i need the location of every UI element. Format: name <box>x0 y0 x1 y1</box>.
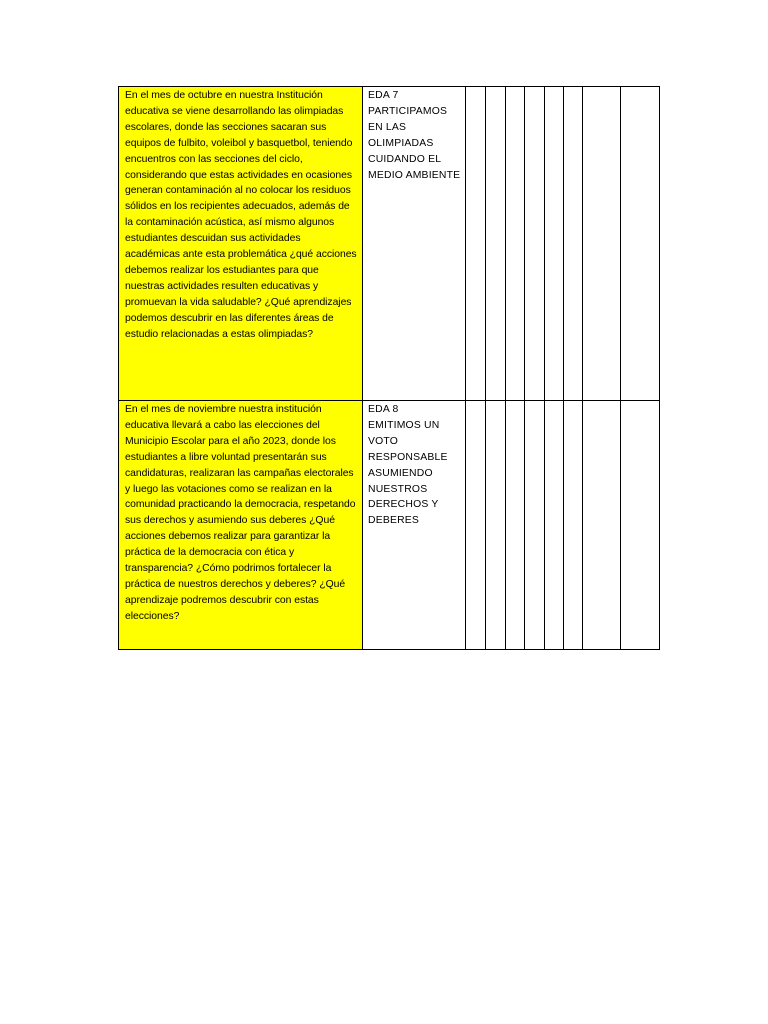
table-row <box>119 401 660 650</box>
empty-cell <box>466 401 486 650</box>
empty-cell <box>525 87 545 401</box>
eda-title: EMITIMOS UN VOTO RESPONSABLE ASUMIENDO NUESTROS DERECHOS Y DEBERES <box>368 419 448 527</box>
empty-cell <box>564 401 583 650</box>
table-row <box>119 87 660 401</box>
eda-table <box>118 86 660 650</box>
empty-cell <box>466 87 486 401</box>
empty-cell <box>506 401 525 650</box>
eda-code: EDA 7 <box>368 90 399 101</box>
empty-cell <box>506 87 525 401</box>
eda-cell <box>363 401 466 650</box>
situation-cell <box>119 401 363 650</box>
empty-cell <box>583 401 621 650</box>
empty-cell <box>564 87 583 401</box>
eda-code: EDA 8 <box>368 404 399 415</box>
situation-text: En el mes de noviembre nuestra institución educativa llevará a cabo las elecciones del Municipio Escolar para el año 2023, donde los estudiantes a libre voluntad presentarán sus candidaturas, realizaran las campañas electorales y luego las votaciones como se realizan en la comunidad practicando la democracia, respetando sus derechos y asumiendo sus deberes ¿Qué acciones debemos realizar para garantizar la práctica de la democracia con ética y transparencia? ¿Cómo podrimos fortalecer la práctica de nuestros derechos y deberes? ¿Qué aprendizaje podremos descubrir con estas elecciones? <box>125 404 356 622</box>
eda-title: PARTICIPAMOS EN LAS OLIMPIADAS CUIDANDO EL MEDIO AMBIENTE <box>368 105 461 181</box>
empty-cell <box>486 401 506 650</box>
empty-cell <box>486 87 506 401</box>
empty-cell <box>545 87 564 401</box>
empty-cell <box>545 401 564 650</box>
empty-cell <box>621 401 660 650</box>
empty-cell <box>583 87 621 401</box>
situation-cell <box>119 87 363 401</box>
situation-text: En el mes de octubre en nuestra Institución educativa se viene desarrollando las olimpiadas escolares, donde las secciones sacaran sus equipos de fulbito, voleibol y basquetbol, teniendo encuentros con las secciones del ciclo, considerando que estas actividades en ocasiones generan contaminación al no colocar los residuos sólidos en los recipientes adecuados, además de la contaminación acústica, así mismo algunos estudiantes descuidan sus actividades académicas ante esta problemática ¿qué acciones debemos realizar los estudiantes para que nuestras actividades resulten educativas y promuevan la vida saludable? ¿Qué aprendizajes podemos descubrir en las diferentes áreas de estudio relacionadas a estas olimpiadas? <box>125 90 357 340</box>
empty-cell <box>525 401 545 650</box>
eda-cell <box>363 87 466 401</box>
empty-cell <box>621 87 660 401</box>
